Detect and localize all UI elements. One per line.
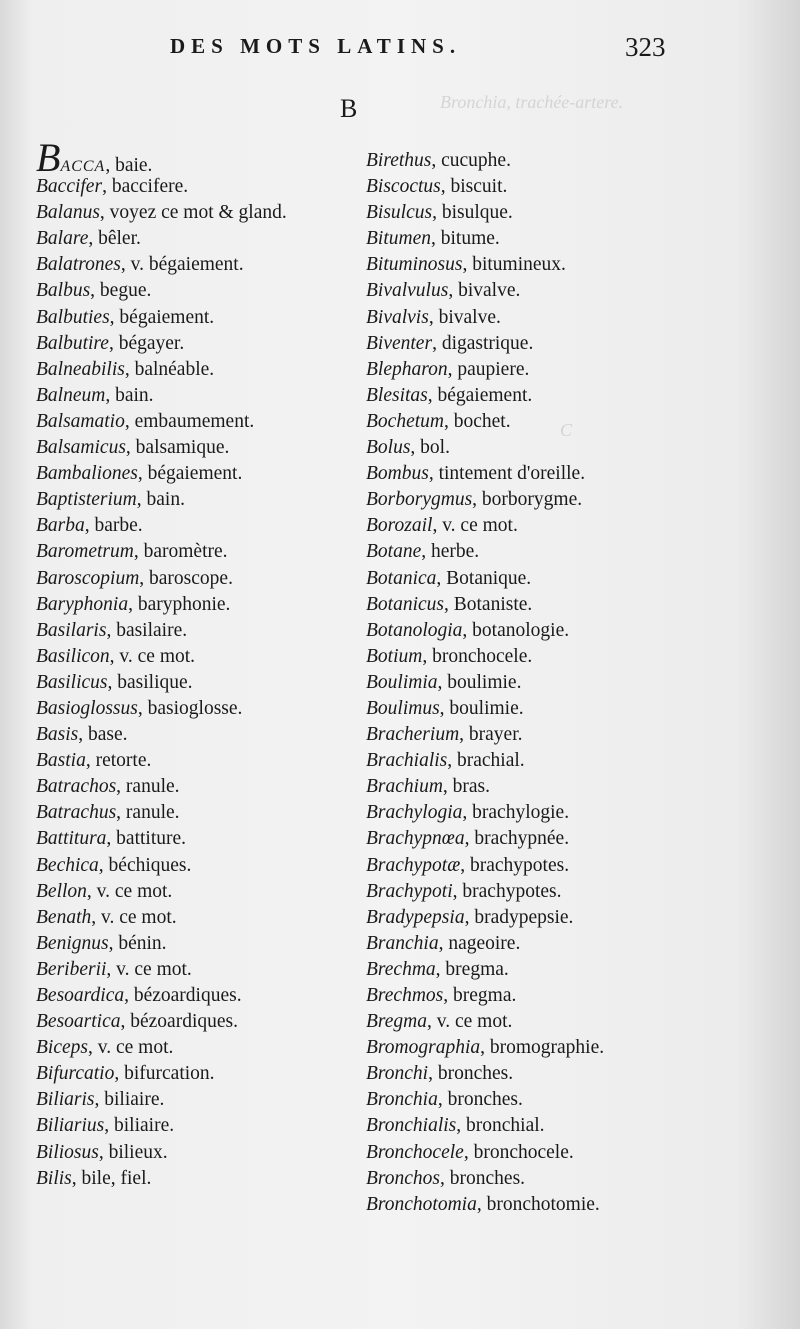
dictionary-entry: Balneabilis, balnéable. (36, 358, 215, 380)
dictionary-entry: Brachypotæ, brachypotes. (366, 854, 570, 876)
dictionary-entry: Bracherium, brayer. (366, 724, 523, 746)
french-translation: bochet. (453, 410, 511, 432)
french-translation: ranule. (125, 802, 180, 824)
dictionary-entry: Brachypnœa, brachypnée. (366, 828, 570, 850)
dictionary-entry: Bifurcatio, bifurcation. (36, 1063, 215, 1085)
latin-term: Bifurcatio (36, 1063, 115, 1085)
latin-term: Bituminosus (366, 254, 463, 276)
latin-term: Bromographia (366, 1037, 481, 1059)
dictionary-entry: Benath, v. ce mot. (36, 906, 177, 928)
latin-term: Bracherium (366, 724, 460, 746)
latin-term: Boulimus (366, 697, 440, 719)
dictionary-entry: Blepharon, paupiere. (366, 358, 530, 380)
dictionary-entry: Bisulcus, bisulque. (366, 202, 513, 224)
latin-term: Bombus (366, 463, 429, 485)
dictionary-entry: Balneum, bain. (36, 384, 154, 406)
latin-term: Botanicus (366, 593, 444, 615)
dictionary-entry: Botanologia, botanologie. (366, 619, 570, 641)
french-translation: bêler. (98, 228, 141, 250)
french-translation: bronchocele. (473, 1141, 574, 1163)
french-translation: bisulque. (441, 202, 513, 224)
dictionary-entry: Brechma, bregma. (366, 958, 509, 980)
latin-term: Botium (366, 645, 423, 667)
section-letter: B (340, 94, 358, 123)
latin-term: Balneum (36, 384, 106, 406)
latin-term: Balneabilis (36, 358, 125, 380)
dictionary-entry: Batrachos, ranule. (36, 776, 180, 798)
french-translation: baroscope. (149, 567, 233, 589)
french-translation: bol. (420, 437, 450, 459)
french-translation: bile, fiel. (81, 1167, 152, 1189)
dictionary-entry: Biscoctus, biscuit. (366, 176, 508, 198)
french-translation: bregma. (445, 958, 509, 980)
dictionary-entry: Barba, barbe. (36, 515, 143, 537)
french-translation: bitume. (440, 228, 500, 250)
french-translation: bégaiement. (147, 463, 243, 485)
dictionary-entry: Baccifer, baccifere. (36, 176, 189, 198)
latin-term: Barba (36, 515, 85, 537)
french-translation: brachypotes. (462, 880, 562, 902)
french-translation: herbe. (430, 541, 480, 563)
french-translation: embaumement. (134, 410, 255, 432)
french-translation: paupiere. (457, 358, 530, 380)
latin-term: Balanus (36, 202, 100, 224)
latin-term: Bivalvulus (366, 280, 449, 302)
latin-term: ACCA (60, 158, 106, 175)
dictionary-entry: Branchia, nageoire. (366, 932, 521, 954)
french-translation: brachial. (457, 750, 525, 772)
latin-term: Boulimia (366, 671, 438, 693)
dictionary-entry: Brachialis, brachial. (366, 750, 525, 772)
latin-term: Balsamicus (36, 437, 126, 459)
french-translation: v. ce mot. (442, 515, 518, 537)
french-translation: boulimie. (447, 671, 522, 693)
latin-term: Besoardica (36, 985, 125, 1006)
latin-term: Brechma (366, 958, 436, 980)
french-translation: bivalve. (438, 306, 501, 328)
dictionary-entry: Besoartica, bézoardiques. (36, 1011, 238, 1033)
latin-term: Borborygmus (366, 489, 473, 511)
dictionary-entry: Battitura, battiture. (36, 828, 187, 850)
french-translation: bézoardiques. (133, 985, 242, 1006)
dictionary-entry: Barometrum, baromètre. (36, 541, 228, 563)
french-translation: base. (88, 724, 128, 746)
french-translation: brachypotes. (469, 854, 570, 876)
french-translation: bromographie. (489, 1037, 605, 1059)
french-translation: boulimie. (449, 697, 524, 719)
dictionary-entry: Boulimus, boulimie. (366, 697, 524, 719)
french-translation: bronchial. (466, 1115, 545, 1137)
dictionary-entry: Bastia, retorte. (36, 750, 152, 772)
page-number: 323 (625, 32, 666, 62)
latin-term: Basilicon (36, 645, 110, 667)
french-translation: bronchocele. (432, 645, 533, 667)
latin-term: Balare (36, 228, 89, 250)
latin-term: Basilicus (36, 671, 108, 693)
latin-term: Bronchialis (366, 1115, 457, 1137)
latin-term: Biscoctus (366, 176, 441, 198)
dictionary-entry: Bilis, bile, fiel. (36, 1167, 152, 1189)
french-translation: botanologie. (472, 619, 570, 641)
latin-term: Besoartica (36, 1011, 121, 1033)
latin-term: Blepharon (366, 358, 448, 380)
latin-term: Bastia (36, 750, 86, 772)
latin-term: Botanologia (366, 619, 463, 641)
dictionary-entry: Bronchialis, bronchial. (366, 1115, 545, 1137)
latin-term: Borozail (366, 515, 433, 537)
french-translation: retorte. (95, 750, 152, 772)
latin-term: Bechica (36, 854, 99, 876)
french-translation: bronches. (449, 1167, 526, 1189)
latin-term: Biventer (366, 332, 433, 354)
latin-term: Brachypotæ (366, 854, 461, 876)
dictionary-entry: Bronchi, bronches. (366, 1063, 514, 1085)
french-translation: balnéable. (134, 358, 215, 380)
french-translation: bain. (146, 489, 185, 511)
dictionary-entry: Basioglossus, basioglosse. (36, 697, 243, 719)
latin-term: Battitura (36, 828, 107, 850)
dictionary-entry: Balbutire, bégayer. (36, 332, 185, 354)
dictionary-entry: Bregma, v. ce mot. (366, 1011, 513, 1033)
latin-term: Brachialis (366, 750, 448, 772)
dictionary-entry: Bituminosus, bitumineux. (366, 254, 566, 276)
latin-term: Bambaliones (36, 463, 138, 485)
latin-term: Baccifer (36, 176, 103, 198)
latin-term: Basioglossus (36, 697, 138, 719)
latin-term: Biliosus (36, 1141, 99, 1163)
dictionary-entry: Biliarius, biliaire. (36, 1115, 175, 1137)
dictionary-entry: Birethus, cucuphe. (366, 150, 511, 171)
dictionary-entry: Bronchotomia, bronchotomie. (366, 1193, 600, 1215)
latin-term: Branchia (366, 932, 439, 954)
french-translation: brachylogie. (472, 802, 570, 824)
french-translation: brayer. (468, 724, 523, 746)
dictionary-entry: Biliosus, bilieux. (36, 1141, 168, 1163)
french-translation: v. ce mot. (97, 1037, 174, 1059)
french-translation: bronches. (447, 1089, 523, 1111)
dictionary-entry: Baryphonia, baryphonie. (36, 593, 231, 615)
french-translation: basilaire. (116, 619, 188, 641)
french-translation: bronchotomie. (486, 1193, 600, 1215)
french-translation: biscuit. (450, 176, 508, 198)
dictionary-entry: Bambaliones, bégaiement. (36, 463, 243, 485)
french-translation: basioglosse. (147, 697, 243, 719)
french-translation: cucuphe. (441, 150, 511, 171)
french-translation: bégayer. (118, 332, 185, 354)
latin-term: Bronchocele (366, 1141, 464, 1163)
dictionary-entry: Bellon, v. ce mot. (36, 880, 173, 902)
bleed-through-text: Bronchia, trachée-artere. (440, 92, 624, 112)
dictionary-entry: Brachylogia, brachylogie. (366, 802, 570, 824)
latin-term: Biceps (36, 1037, 88, 1059)
latin-term: Bregma (366, 1011, 428, 1033)
dictionary-entry: Bronchocele, bronchocele. (366, 1141, 574, 1163)
latin-term: Biliarius (36, 1115, 105, 1137)
latin-term: Botane (366, 541, 422, 563)
latin-term: Baroscopium (36, 567, 140, 589)
latin-term: Bronchos (366, 1167, 441, 1189)
dictionary-entry: Beriberii, v. ce mot. (36, 958, 192, 980)
french-translation: brachypnée. (474, 828, 570, 850)
dictionary-entry: Borborygmus, borborygme. (366, 489, 583, 511)
dictionary-entry: Besoardica, bézoardiques. (36, 985, 242, 1006)
dictionary-entry: Boulimia, boulimie. (366, 671, 522, 693)
dictionary-entry: Baroscopium, baroscope. (36, 567, 233, 589)
dictionary-entry: Basilicus, basilique. (36, 671, 193, 693)
initial-letter: B (36, 135, 61, 180)
french-translation: tintement d'oreille. (438, 463, 586, 485)
french-translation: biliaire. (114, 1115, 175, 1137)
french-translation: ranule. (125, 776, 180, 798)
latin-term: Brechmos (366, 985, 444, 1006)
latin-term: Batrachus (36, 802, 117, 824)
latin-term: Barometrum (36, 541, 134, 563)
dictionary-entry: Balanus, voyez ce mot & gland. (36, 202, 287, 224)
dictionary-entry: Bitumen, bitume. (366, 228, 500, 250)
latin-term: Basilaris (36, 619, 107, 641)
dictionary-entry: Balbus, begue. (36, 280, 152, 302)
dictionary-entry: Borozail, v. ce mot. (366, 515, 518, 537)
dictionary-entry: Bronchia, bronches. (366, 1089, 523, 1111)
french-translation: biliaire. (104, 1089, 165, 1111)
french-translation: battiture. (116, 828, 187, 850)
dictionary-entry: Brachium, bras. (366, 776, 491, 798)
french-translation: v. ce mot. (96, 880, 173, 902)
french-translation: balsamique. (135, 437, 230, 459)
latin-term: Balsamatio (36, 410, 125, 432)
left-column (36, 135, 346, 1192)
latin-term: Bronchotomia (366, 1193, 477, 1215)
french-translation: v. ce mot. (116, 958, 192, 980)
latin-term: Bronchia (366, 1089, 438, 1111)
latin-term: Blesitas (366, 384, 428, 406)
dictionary-entry: Balsamicus, balsamique. (36, 437, 230, 459)
latin-term: Brachium (366, 776, 443, 798)
latin-term: Bitumen (366, 228, 431, 250)
dictionary-entry: Bolus, bol. (366, 437, 450, 459)
latin-term: Birethus (366, 150, 432, 171)
dictionary-entry: Basilicon, v. ce mot. (36, 645, 196, 667)
dictionary-entry: Bochetum, bochet. (366, 410, 511, 432)
dictionary-entry: Botium, bronchocele. (366, 645, 533, 667)
dictionary-entry: Bradypepsia, bradypepsie. (366, 906, 574, 928)
latin-term: Bisulcus (366, 202, 433, 224)
latin-term: Beriberii (36, 958, 107, 980)
latin-term: Brachypnœa (366, 828, 465, 850)
latin-term: Balbus (36, 280, 91, 302)
latin-term: Bilis (36, 1167, 72, 1189)
latin-term: Batrachos (36, 776, 117, 798)
latin-term: Brachypoti (366, 880, 453, 902)
french-translation: bradypepsie. (474, 906, 574, 928)
french-translation: bain. (115, 384, 154, 406)
french-translation: baccifere. (111, 176, 189, 198)
french-translation: voyez ce mot & gland. (109, 202, 287, 224)
latin-term: Baryphonia (36, 593, 129, 615)
latin-term: Bolus (366, 437, 411, 459)
latin-term: Balbuties (36, 306, 110, 328)
french-translation: béchiques. (108, 854, 192, 876)
dictionary-entry: Batrachus, ranule. (36, 802, 180, 824)
dictionary-entry: Bivalvis, bivalve. (366, 306, 501, 328)
french-translation: bregma. (453, 985, 517, 1006)
latin-term: Botanica (366, 567, 437, 589)
dictionary-entry: Blesitas, bégaiement. (366, 384, 533, 406)
dictionary-entry: Biliaris, biliaire. (36, 1089, 165, 1111)
french-translation: bronches. (437, 1063, 514, 1085)
french-translation: barbe. (94, 515, 143, 537)
latin-term: Biliaris (36, 1089, 95, 1111)
right-column (366, 148, 796, 1218)
french-translation: basilique. (117, 671, 193, 693)
french-translation: bénin. (118, 932, 167, 954)
french-translation: bras. (452, 776, 491, 798)
dictionary-entry: Botanicus, Botaniste. (366, 593, 533, 615)
latin-term: Bochetum (366, 410, 444, 432)
french-translation: v. ce mot. (119, 645, 196, 667)
bleed-through-text: C (560, 420, 573, 440)
dictionary-entry: Balare, bêler. (36, 228, 141, 250)
french-translation: bilieux. (108, 1141, 168, 1163)
latin-term: Balbutire (36, 332, 109, 354)
latin-term: Bivalvis (366, 306, 429, 328)
page-header (0, 30, 800, 70)
latin-term: Benath (36, 906, 92, 928)
dictionary-entry: Bivalvulus, bivalve. (366, 280, 521, 302)
french-translation: v. bégaiement. (130, 254, 244, 276)
french-translation: bivalve. (458, 280, 521, 302)
dictionary-entry: Botane, herbe. (366, 541, 480, 563)
dictionary-entry: Balatrones, v. bégaiement. (36, 254, 244, 276)
french-translation: Botaniste. (453, 593, 533, 615)
running-title: DES MOTS LATINS. (170, 34, 462, 58)
dictionary-entry: Brechmos, bregma. (366, 985, 517, 1006)
french-translation: borborygme. (481, 489, 583, 511)
latin-term: Bradypepsia (366, 906, 465, 928)
latin-term: Baptisterium (36, 489, 137, 511)
french-translation: v. ce mot. (436, 1011, 513, 1033)
dictionary-entry: Benignus, bénin. (36, 932, 167, 954)
dictionary-entry: Balsamatio, embaumement. (36, 410, 255, 432)
dictionary-entry: Botanica, Botanique. (366, 567, 532, 589)
dictionary-entry: BACCA, baie. (36, 135, 153, 180)
dictionary-entry: Balbuties, bégaiement. (36, 306, 215, 328)
dictionary-entry: Basis, base. (36, 724, 128, 746)
latin-term: Bronchi (366, 1063, 429, 1085)
dictionary-entry: Biceps, v. ce mot. (36, 1037, 174, 1059)
latin-term: Basis (36, 724, 79, 746)
dictionary-entry: Bronchos, bronches. (366, 1167, 526, 1189)
french-translation: baie. (115, 155, 153, 176)
french-translation: bitumineux. (472, 254, 566, 276)
french-translation: begue. (99, 280, 152, 302)
latin-term: Bellon (36, 880, 87, 902)
french-translation: bézoardiques. (130, 1011, 238, 1033)
latin-term: Balatrones (36, 254, 121, 276)
french-translation: bégaiement. (437, 384, 533, 406)
dictionary-entry: Bombus, tintement d'oreille. (366, 463, 586, 485)
french-translation: bifurcation. (124, 1063, 215, 1085)
dictionary-entry: Basilaris, basilaire. (36, 619, 188, 641)
latin-term: Benignus (36, 932, 109, 954)
french-translation: baromètre. (143, 541, 228, 563)
french-translation: bégaiement. (119, 306, 215, 328)
dictionary-entry: Baptisterium, bain. (36, 489, 185, 511)
dictionary-entry: Brachypoti, brachypotes. (366, 880, 562, 902)
dictionary-entry: Bromographia, bromographie. (366, 1037, 605, 1059)
french-translation: Botanique. (446, 567, 532, 589)
french-translation: v. ce mot. (100, 906, 177, 928)
french-translation: digastrique. (441, 332, 534, 354)
french-translation: baryphonie. (137, 593, 231, 615)
latin-term: Brachylogia (366, 802, 463, 824)
dictionary-entry: Biventer, digastrique. (366, 332, 534, 354)
french-translation: nageoire. (448, 932, 521, 954)
dictionary-entry: Bechica, béchiques. (36, 854, 192, 876)
